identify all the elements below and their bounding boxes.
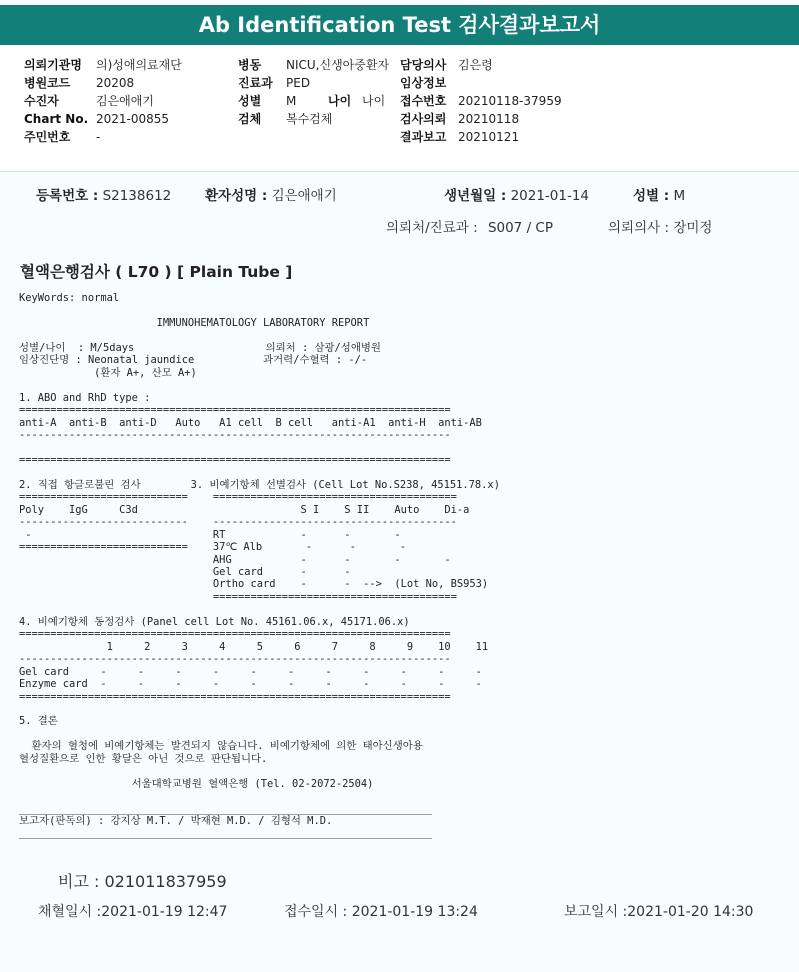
info-value: PED (286, 76, 311, 90)
registration-label: 등록번호 : (36, 188, 99, 204)
info-row (238, 110, 389, 128)
dept-label: 의뢰처/진료과 : (386, 220, 478, 236)
info-row (24, 74, 182, 92)
info-row (24, 92, 182, 110)
info-label: 주민번호 (24, 130, 71, 144)
info-value: - (96, 130, 101, 144)
info-row (400, 56, 562, 74)
info-value: 김은애애기 (96, 94, 154, 108)
info-value: 20210121 (458, 130, 520, 144)
info-label: 수진자 (24, 94, 59, 108)
report-time-label: 보고일시 : (564, 904, 628, 920)
info-row (238, 56, 389, 74)
sex-label: 성별 : (633, 188, 670, 204)
info-row (400, 74, 562, 92)
patient-label: 환자성명 : (205, 188, 268, 204)
info-label: 임상정보 (400, 76, 447, 90)
info-label: 의뢰기관명 (24, 58, 82, 72)
info-label: 진료과 (238, 76, 273, 90)
info-value: 김은령 (458, 58, 493, 72)
report-time-field (564, 901, 753, 921)
info-row (24, 56, 182, 74)
doctor-field (608, 216, 712, 236)
receive-time-field (284, 901, 478, 921)
info-label: 담당의사 (400, 58, 447, 72)
info-value: 2021-00855 (96, 112, 170, 126)
info-column-3 (400, 56, 562, 146)
info-label: 병동 (238, 58, 262, 72)
info-row (238, 74, 389, 92)
receive-time-label: 접수일시 : (284, 904, 348, 920)
info-label: 병원코드 (24, 76, 71, 90)
doctor-label: 의뢰의사 : (608, 220, 670, 236)
info-label: 검사의뢰 (400, 112, 447, 126)
title-bar (0, 0, 799, 60)
dob-label: 생년월일 : (444, 188, 507, 204)
info-value: 20210118 (458, 112, 520, 126)
info-label: Chart No. (24, 112, 89, 126)
info-row (400, 128, 562, 146)
remark-value: 021011837959 (104, 872, 227, 891)
remark-field (58, 869, 227, 892)
doctor-value: 장미정 (673, 220, 713, 236)
collect-time-value: 2021-01-19 12:47 (101, 904, 228, 920)
info-value: 20210118-37959 (458, 94, 562, 108)
info-label: 접수번호 (400, 94, 447, 108)
patient-field (205, 184, 337, 204)
dept-value: S007 / CP (487, 220, 553, 236)
test-title: 혈액은행검사 ( L70 ) [ Plain Tube ] (20, 263, 293, 281)
report-time-value: 2021-01-20 14:30 (627, 904, 754, 920)
dob-value: 2021-01-14 (510, 188, 590, 204)
sex-field (633, 184, 685, 204)
info-row (400, 110, 562, 128)
age-label: 나이 (328, 94, 352, 108)
info-value: NICU,신생아중환자 (286, 58, 390, 72)
dob-field (444, 184, 589, 204)
info-column-1 (24, 56, 182, 146)
remark-label: 비고 : (58, 872, 100, 891)
info-row (238, 92, 389, 110)
report-body-text: KeyWords: normal IMMUNOHEMATOLOGY LABORATORY REPORT 성별/나이 : M/5days 의뢰처 : 삼광/성애병원 임상진단명 : Neonatal jaundice 과거력/수혈력 : -/- (환자 A+, 산모 A+) 1. ABO and RhD type : ===================================================================== anti-A anti-B anti-D Auto A1 cell B cell anti-A1 anti-H anti-AB --------------------------------------------------------------------- ===================================================================== 2. 직접 항글로불린 검사 3. 비예기항체 선별검사 (Cell Lot No.S238, 45151.78.x) =========================== ======================================= Poly IgG C3d S I S II Auto Di-a --------------------------- --------------------------------------- - RT - - - =========================== 37℃ Alb - - - AHG - - - - Gel card - - Ortho card - - --> (Lot No, BS953) ======================================= 4. 비예기항체 동정검사 (Panel cell Lot No. 45161.06.x, 45171.06.x) ===================================================================== 1 2 3 4 5 6 7 8 9 10 11 --------------------------------------------------------------------- Gel card - - - - - - - - - - - Enzyme card - - - - - - - - - - - ===================================================================== 5. 결론 환자의 혈청에 비예기항체는 발견되지 않습니다. 비예기항체에 의한 태아신생아용 혈성질환으로 인한 황달은 아닌 것으로 판단됩니다. 서울대학교병원 혈액은행 (Tel. 02-2072-2504) __________________________________________________________________ 보고자(판독의) : 강지상 M.T. / 박재현 M.D. / 김형석 M.D. __________________________________________________________________ (19, 292, 500, 840)
collect-time-field (38, 901, 227, 921)
info-value: 의)성애의료재단 (96, 58, 182, 72)
collect-time-label: 채혈일시 : (38, 904, 102, 920)
info-row (24, 110, 182, 128)
info-label: 결과보고 (400, 130, 447, 144)
info-label: 검체 (238, 112, 262, 126)
age-value: 나이 (362, 94, 386, 108)
info-row (24, 128, 182, 146)
page-title: Ab Identification Test 검사결과보고서 (0, 5, 799, 45)
patient-value: 김은애애기 (271, 188, 337, 204)
info-row (400, 92, 562, 110)
info-value: M (286, 94, 297, 108)
sex-value: M (673, 188, 686, 204)
info-value: 복수검체 (286, 112, 333, 126)
info-column-2 (238, 56, 389, 128)
info-value: 20208 (96, 76, 135, 90)
receive-time-value: 2021-01-19 13:24 (351, 904, 478, 920)
report-panel (0, 171, 799, 972)
registration-field (36, 184, 171, 204)
info-label: 성별 (238, 94, 262, 108)
dept-field (386, 216, 553, 236)
registration-value: S2138612 (102, 188, 172, 204)
